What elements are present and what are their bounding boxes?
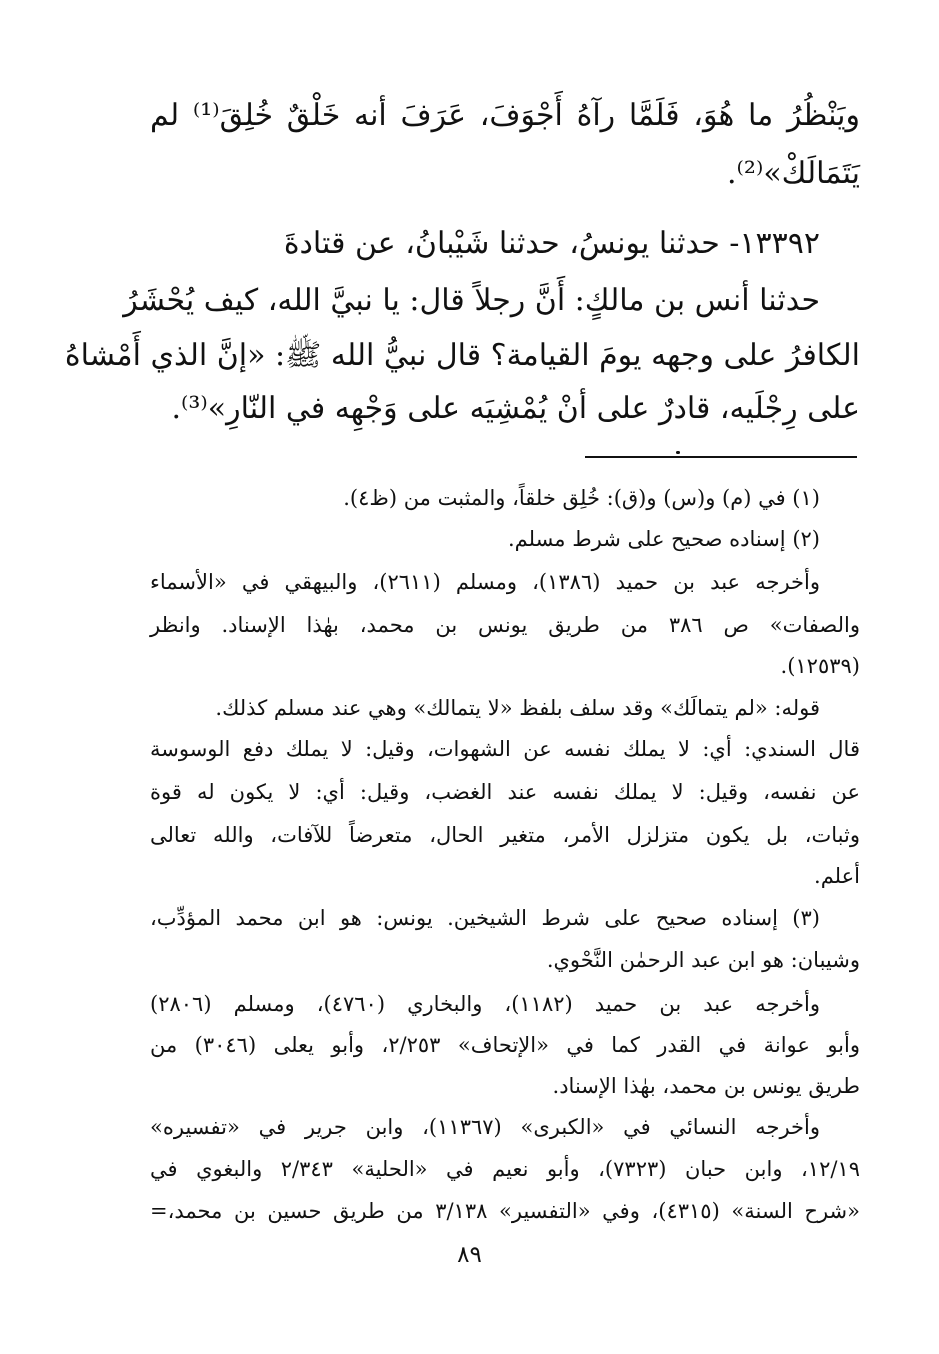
main-line-5: الكافرُ على وجهه يومَ القيامة؟ قال نبيُّ الله ﷺ: «إنَّ الذي أَمْشاهُ bbox=[64, 338, 860, 373]
hadith-number-line: ١٣٣٩٢- حدثنا يونسُ، حدثنا شَيْبانُ، عن قتادةَ bbox=[283, 226, 820, 261]
footnote-separator bbox=[585, 456, 857, 458]
footnote-3-takhrij-3: طريق يونس بن محمد، بهٰذا الإسناد. bbox=[552, 1074, 860, 1098]
footnote-3-takhrij-2: وأبو عوانة في القدر كما في «الإتحاف» ٢/٢٥٣، وأبو يعلى (٣٠٤٦) من bbox=[150, 1033, 860, 1057]
main-line-6: على رِجْلَيه، قادرٌ على أنْ يُمْشِيَه على وَجْهِه في النّارِ»⁽³⁾. bbox=[171, 391, 860, 426]
footnote-3-1: (٣) إسناده صحيح على شرط الشيخين. يونس: هو ابن محمد المؤدِّب، bbox=[150, 906, 820, 930]
footnote-1: (١) في (م) و(س) و(ق): خُلِق خلقاً، والمثبت من (ظ٤). bbox=[343, 486, 820, 510]
footnote-2-takhrij-1: وأخرجه عبد بن حميد (١٣٨٦)، ومسلم (٢٦١١)، والبيهقي في «الأسماء bbox=[150, 570, 820, 594]
footnote-3-takhrij-6: «شرح السنة» (٤٣١٥)، وفي «التفسير» ٣/١٣٨ من طريق حسين بن محمد،= bbox=[150, 1199, 860, 1223]
separator-dot bbox=[676, 451, 680, 454]
main-line-2: يَتَمَالَكْ»⁽²⁾. bbox=[727, 156, 860, 191]
footnote-2: (٢) إسناده صحيح على شرط مسلم. bbox=[507, 527, 820, 551]
footnote-2-comment-3: عن نفسه، وقيل: لا يملك نفسه عند الغضب، وقيل: أي: لا يكون له قوة bbox=[150, 780, 860, 804]
footnote-3-2: وشيبان: هو ابن عبد الرحمٰن النَّحْوي. bbox=[546, 948, 860, 972]
footnote-3-takhrij-5: ١٢/١٩، وابن حبان (٧٣٢٣)، وأبو نعيم في «الحلية» ٢/٣٤٣ والبغوي في bbox=[150, 1157, 860, 1181]
footnote-3-takhrij-1: وأخرجه عبد بن حميد (١١٨٢)، والبخاري (٤٧٦٠)، ومسلم (٢٨٠٦) bbox=[150, 992, 820, 1016]
main-line-1: ويَنْظُرُ ما هُوَ، فَلَمَّا رآهُ أَجْوَفَ، عَرَفَ أنه خَلْقٌ خُلِقَ⁽¹⁾ لم bbox=[150, 98, 860, 133]
footnote-2-takhrij-3: (١٢٥٣٩). bbox=[780, 654, 860, 678]
footnote-2-comment-1: قوله: «لم يتمالَك» وقد سلف بلفظ «لا يتمالك» وهي عند مسلم كذلك. bbox=[215, 696, 820, 720]
footnote-2-comment-5: أعلم. bbox=[814, 864, 860, 888]
footnote-2-comment-2: قال السندي: أي: لا يملك نفسه عن الشهوات، وقيل: لا يملك دفع الوسوسة bbox=[150, 737, 860, 761]
footnote-2-comment-4: وثبات، بل يكون متزلزل الأمر، متغير الحال، متعرضاً للآفات، والله تعالى bbox=[150, 823, 860, 847]
page-number: ٨٩ bbox=[457, 1242, 482, 1268]
footnote-3-takhrij-4: وأخرجه النسائي في «الكبرى» (١١٣٦٧)، وابن جرير في «تفسيره» bbox=[150, 1115, 820, 1139]
footnote-2-takhrij-2: والصفات» ص ٣٨٦ من طريق يونس بن محمد، بهٰذا الإسناد. وانظر bbox=[150, 613, 860, 637]
main-line-4: حدثنا أنس بن مالكٍ: أَنَّ رجلاً قال: يا نبيَّ الله، كيف يُحْشَرُ bbox=[123, 283, 820, 318]
